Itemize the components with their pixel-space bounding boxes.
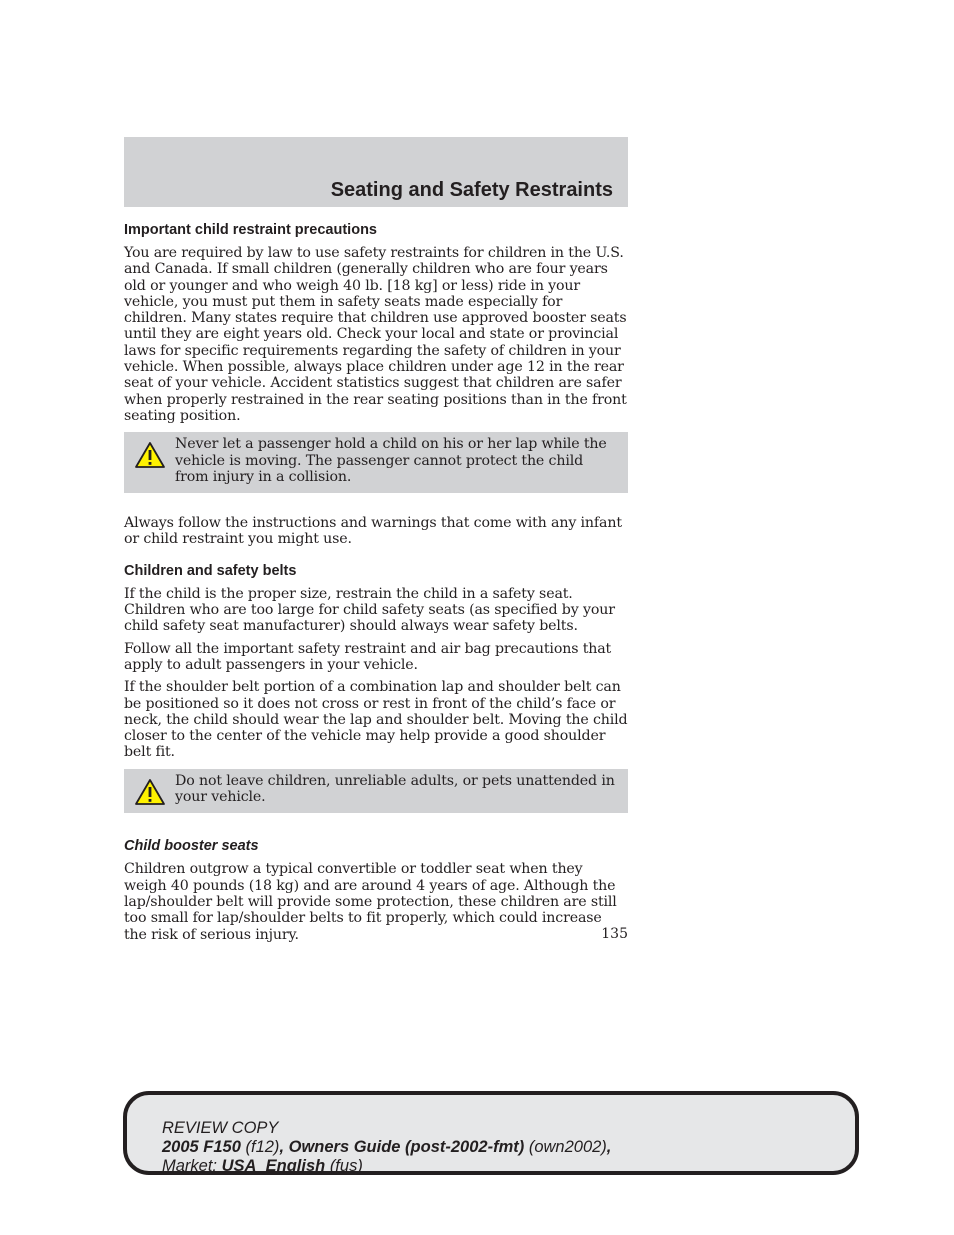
footer-model-line: [162, 1138, 855, 1157]
heading-children-safety-belts: Children and safety belts: [124, 562, 297, 579]
paragraph-booster: Children outgrow a typical convertible or toddler seat when they weigh 40 pounds (18 kg) and are around 4 years of age. Although the lap/shoulder belt will provide some protection, these children are still too small for lap/shoulder belts to fit properly, which could increase the risk of serious injury.: [124, 861, 617, 943]
footer-sep1: ,: [279, 1138, 285, 1156]
footer-review: REVIEW COPY: [162, 1119, 279, 1137]
paragraph-follow-instructions: Always follow the instructions and warnings that come with any infant or child restraint you might use.: [124, 515, 622, 548]
footer-guide: Owners Guide (post-2002-fmt): [284, 1138, 525, 1156]
footer-market-line: [162, 1157, 855, 1176]
footer-review-line: [162, 1119, 855, 1138]
warning-text-lap: Never let a passenger hold a child on his or her lap while the vehicle is moving. The passenger cannot protect the child from injury in a collision.: [175, 436, 607, 485]
page-number: 135: [601, 926, 628, 942]
footer-guide-code: (own2002): [528, 1138, 607, 1156]
section-title: Seating and Safety Restraints: [330, 179, 613, 201]
footer-model: 2005 F150: [162, 1138, 241, 1156]
heading-child-booster-seats: Child booster seats: [124, 838, 259, 855]
review-copy-footer: [123, 1091, 859, 1175]
footer-model-code: (f12): [245, 1138, 280, 1156]
page-content: [124, 219, 628, 949]
footer-market-label: Market:: [162, 1157, 218, 1175]
warning-box-lap: [124, 432, 628, 493]
footer-market: USA_English: [221, 1157, 326, 1175]
paragraph-proper-size: If the child is the proper size, restrain the child in a safety seat. Children who are too large for child safety seats (as specified by your child safety seat manufacturer) should always wear safety belts.: [124, 585, 615, 635]
paragraph-follow-precautions: Follow all the important safety restraint and air bag precautions that apply to adult passengers in your vehicle.: [124, 640, 612, 673]
footer-market-code: (fus): [329, 1157, 363, 1175]
heading-child-restraint-precautions: Important child restraint precautions: [124, 222, 377, 238]
warning-box-unattended: [124, 769, 628, 814]
paragraph-shoulder-belt: If the shoulder belt portion of a combination lap and shoulder belt can be positioned so it does not cross or rest in front of the child’s face or neck, the child should wear the lap and shoulder belt. Moving the child closer to the center of the vehicle may help provide a good shoulder belt fit.: [124, 679, 628, 761]
section-header-band: [124, 137, 628, 207]
footer-sep2: ,: [606, 1138, 612, 1156]
warning-triangle-icon: [134, 441, 166, 469]
warning-text-unattended: Do not leave children, unreliable adults, or pets unattended in your vehicle.: [175, 772, 615, 806]
paragraph-restraint-law: You are required by law to use safety restraints for children in the U.S. and Canada. If small children (generally children who are four years old or younger and who weigh 40 lb. [18 kg] or less) ride in your vehicle, you must put them in safety seats made especially for children. Many states require that children use approved booster seats until they are eight years old. Check your local and state or provincial laws for specific requirements regarding the safety of children in your vehicle. When possible, always place children under age 12 in the rear seat of your vehicle. Accident statistics suggest that children are safer when properly restrained in the rear seating positions than in the front seating position.: [124, 245, 627, 424]
warning-triangle-icon: [134, 778, 166, 806]
